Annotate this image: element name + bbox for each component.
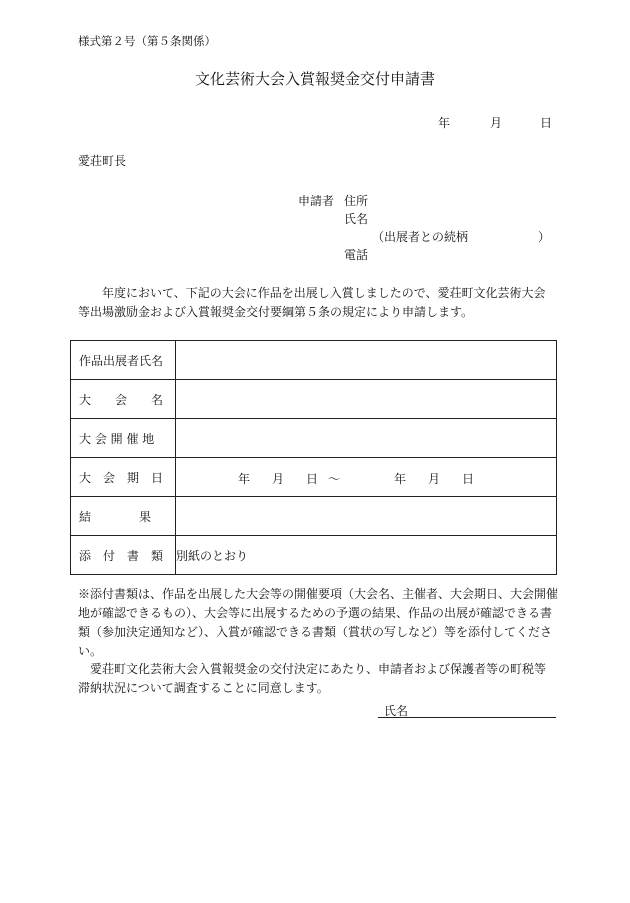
application-statement: 年度において、下記の大会に作品を出展し入賞しましたので、愛荘町文化芸術大会等出場激励金および入賞報奨金交付要綱第５条の規定により申請します。 [78, 286, 546, 319]
applicant-address-label: 住所 [344, 194, 369, 208]
exhibitor-name-label: 作品出展者氏名 [71, 341, 176, 380]
exhibitor-name-field[interactable] [176, 341, 557, 380]
result-label: 結 果 [71, 497, 176, 536]
consent-statement: 愛荘町文化芸術大会入賞報奨金の交付決定にあたり、申請者および保護者等の町税等滞納状況について調査することに同意します。 [78, 662, 547, 695]
venue-field[interactable] [176, 419, 557, 458]
result-field[interactable] [176, 497, 557, 536]
application-table [70, 340, 557, 575]
event-name-field[interactable] [176, 380, 557, 419]
table-row [71, 341, 557, 380]
table-row [71, 458, 557, 497]
signature-line[interactable] [378, 717, 556, 718]
attachment-value: 別紙のとおり [176, 536, 557, 575]
applicant-name-label: 氏名 [344, 212, 369, 226]
relation-close: ） [538, 230, 551, 244]
period-day2: 日 [462, 472, 475, 486]
table-row [71, 380, 557, 419]
date-year-label: 年 [438, 116, 451, 130]
event-period-field[interactable] [176, 458, 557, 497]
addressee: 愛荘町長 [78, 154, 127, 168]
venue-label: 大 会 開 催 地 [71, 419, 176, 458]
period-tilde: 〜 [328, 472, 341, 486]
attachment-label: 添 付 書 類 [71, 536, 176, 575]
relation-label: （出展者との続柄 [372, 230, 469, 244]
event-period-label: 大 会 期 日 [71, 458, 176, 497]
attachment-note: ※添付書類は、作品を出展した大会等の開催要項（大会名、主催者、大会期日、大会開催地が確認できるもの）、大会等に出展するための予選の結果、作品の出展が確認できる書類（参加決定通知など）、入賞が確認できる書類（賞状の写しなど）等を添付してください。 [78, 587, 559, 658]
date-day-label: 日 [540, 116, 553, 130]
table-row [71, 497, 557, 536]
period-month1: 月 [272, 472, 285, 486]
event-name-label: 大 会 名 [71, 380, 176, 419]
applicant-label: 申請者 [298, 194, 335, 208]
period-month2: 月 [428, 472, 441, 486]
table-row [71, 536, 557, 575]
signature-name-label: 氏名 [384, 704, 409, 718]
applicant-phone-label: 電話 [344, 248, 369, 262]
period-year1: 年 [238, 472, 251, 486]
form-number: 様式第２号（第５条関係） [78, 34, 216, 48]
period-day1: 日 [306, 472, 319, 486]
document-title: 文化芸術大会入賞報奨金交付申請書 [194, 70, 435, 88]
date-month-label: 月 [490, 116, 503, 130]
period-year2: 年 [394, 472, 407, 486]
table-row [71, 419, 557, 458]
